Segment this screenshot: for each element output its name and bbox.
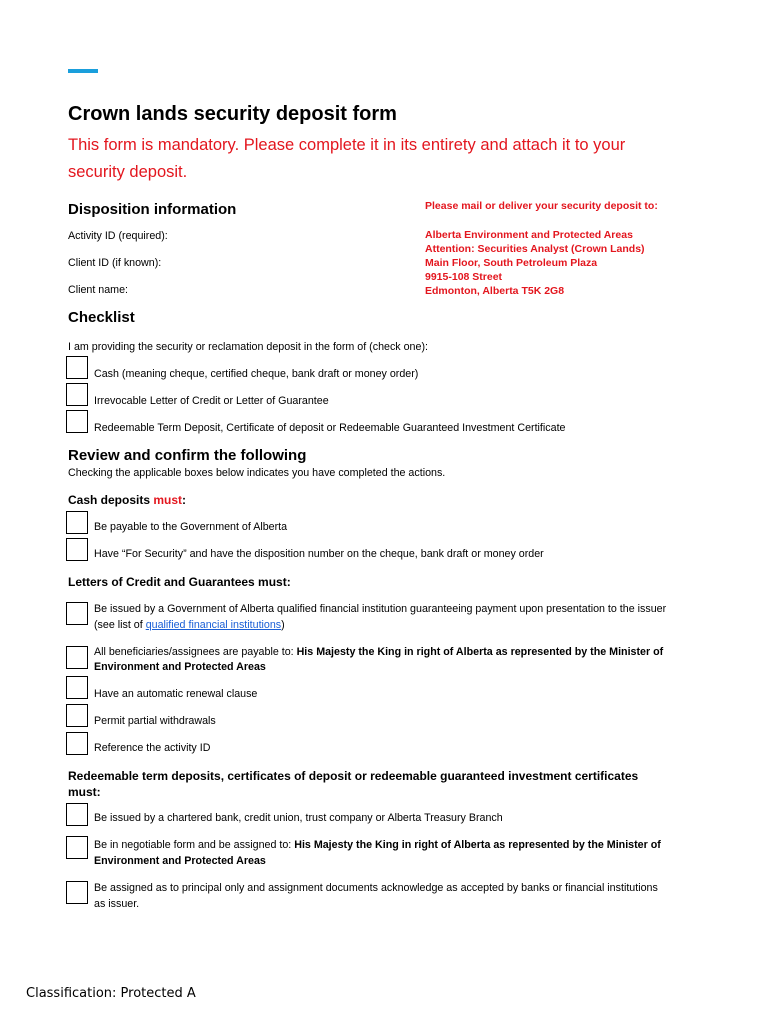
checkbox-for-security[interactable] [66,538,88,561]
term-item-principal-line1: Be assigned as to principal only and assignment documents acknowledge as accepted by banks or financial institutions [94,882,658,894]
cash-heading-must: must [153,493,183,507]
checkbox-issued-by-qualified[interactable] [66,602,88,625]
checkbox-cash[interactable] [66,356,88,379]
term-heading-line2: must: [68,785,101,799]
checkbox-term-deposit[interactable] [66,410,88,433]
term-deposits-heading [68,768,638,800]
checkbox-beneficiaries[interactable] [66,646,88,669]
disposition-heading: Disposition information [68,201,237,218]
letters-item-beneficiaries-line1 [94,644,663,660]
review-intro: Checking the applicable boxes below indicates you have completed the actions. [68,467,446,479]
mailing-address-line: Attention: Securities Analyst (Crown Lands) [425,243,645,255]
activity-id-label: Activity ID (required): [68,230,168,242]
checklist-intro: I am providing the security or reclamation deposit in the form of (check one): [68,341,428,353]
cash-deposits-heading [68,492,186,508]
checklist-heading: Checklist [68,309,135,326]
letters-item-partial-label: Permit partial withdrawals [94,715,216,727]
letters-item-reference-label: Reference the activity ID [94,742,211,754]
mandatory-notice-line-1: This form is mandatory. Please complete it in its entirety and attach it to your [68,136,626,154]
checkbox-letter-of-credit[interactable] [66,383,88,406]
checkbox-chartered-bank[interactable] [66,803,88,826]
checkbox-partial-withdrawals[interactable] [66,704,88,727]
checkbox-negotiable-form[interactable] [66,836,88,859]
term-item-principal-line2: as issuer. [94,898,140,910]
cash-item-payable-label: Be payable to the Government of Alberta [94,521,288,533]
letters-item-renewal-label: Have an automatic renewal clause [94,688,258,700]
checkbox-reference-activity[interactable] [66,732,88,755]
letters-heading: Letters of Credit and Guarantees must: [68,575,291,589]
checkbox-principal-only[interactable] [66,881,88,904]
option-term-deposit-label: Redeemable Term Deposit, Certificate of deposit or Redeemable Guaranteed Investment Certificate [94,422,566,434]
letters-item-issued-line1: Be issued by a Government of Alberta qualified financial institution guaranteeing payment upon presentation to the issuer [94,603,667,615]
cash-item-for-security-label: Have “For Security” and have the disposition number on the cheque, bank draft or money order [94,548,544,560]
client-name-label: Client name: [68,284,128,296]
cash-heading-suffix: : [182,493,187,507]
mailing-heading: Please mail or deliver your security deposit to: [425,200,658,212]
letters-item-issued-suffix: ) [281,619,285,631]
client-id-label: Client ID (if known): [68,257,162,269]
option-cash-label: Cash (meaning cheque, certified cheque, bank draft or money order) [94,368,419,380]
letters-item-issued-line2 [94,617,285,633]
cash-heading-prefix: Cash deposits [68,493,154,507]
option-letter-of-credit-label: Irrevocable Letter of Credit or Letter of Guarantee [94,395,329,407]
accent-bar [68,69,98,73]
mandatory-notice [68,132,708,186]
term-heading-line1: Redeemable term deposits, certificates of deposit or redeemable guaranteed investment certificates [68,769,639,783]
review-heading: Review and confirm the following [68,447,307,464]
letters-item-beneficiaries-line2: Environment and Protected Areas [94,661,266,673]
mandatory-notice-line-2: security deposit. [68,163,188,181]
mailing-address-line: Edmonton, Alberta T5K 2G8 [425,285,565,297]
term-item-negotiable-line1 [94,837,661,853]
mailing-address [425,228,645,298]
term-item-negotiable-payee: His Majesty the King in right of Alberta as represented by the Minister of [294,839,661,851]
mailing-address-line: 9915-108 Street [425,271,503,283]
letters-item-issued-prefix: (see list of [94,619,146,631]
mailing-address-line: Main Floor, South Petroleum Plaza [425,257,598,269]
letters-item-beneficiaries-payee: His Majesty the King in right of Alberta as represented by the Minister of [296,646,664,658]
checkbox-payable-government[interactable] [66,511,88,534]
page-title: Crown lands security deposit form [68,103,397,125]
term-item-negotiable-prefix: Be in negotiable form and be assigned to: [94,839,295,851]
term-item-chartered-label: Be issued by a chartered bank, credit union, trust company or Alberta Treasury Branch [94,812,503,824]
qualified-institutions-link[interactable]: qualified financial institutions [145,619,282,631]
term-item-negotiable-line2: Environment and Protected Areas [94,855,266,867]
letters-item-beneficiaries-prefix: All beneficiaries/assignees are payable to: [94,646,297,658]
mailing-address-line: Alberta Environment and Protected Areas [425,229,633,241]
classification-label: Classification: Protected A [26,986,196,1001]
checkbox-renewal-clause[interactable] [66,676,88,699]
